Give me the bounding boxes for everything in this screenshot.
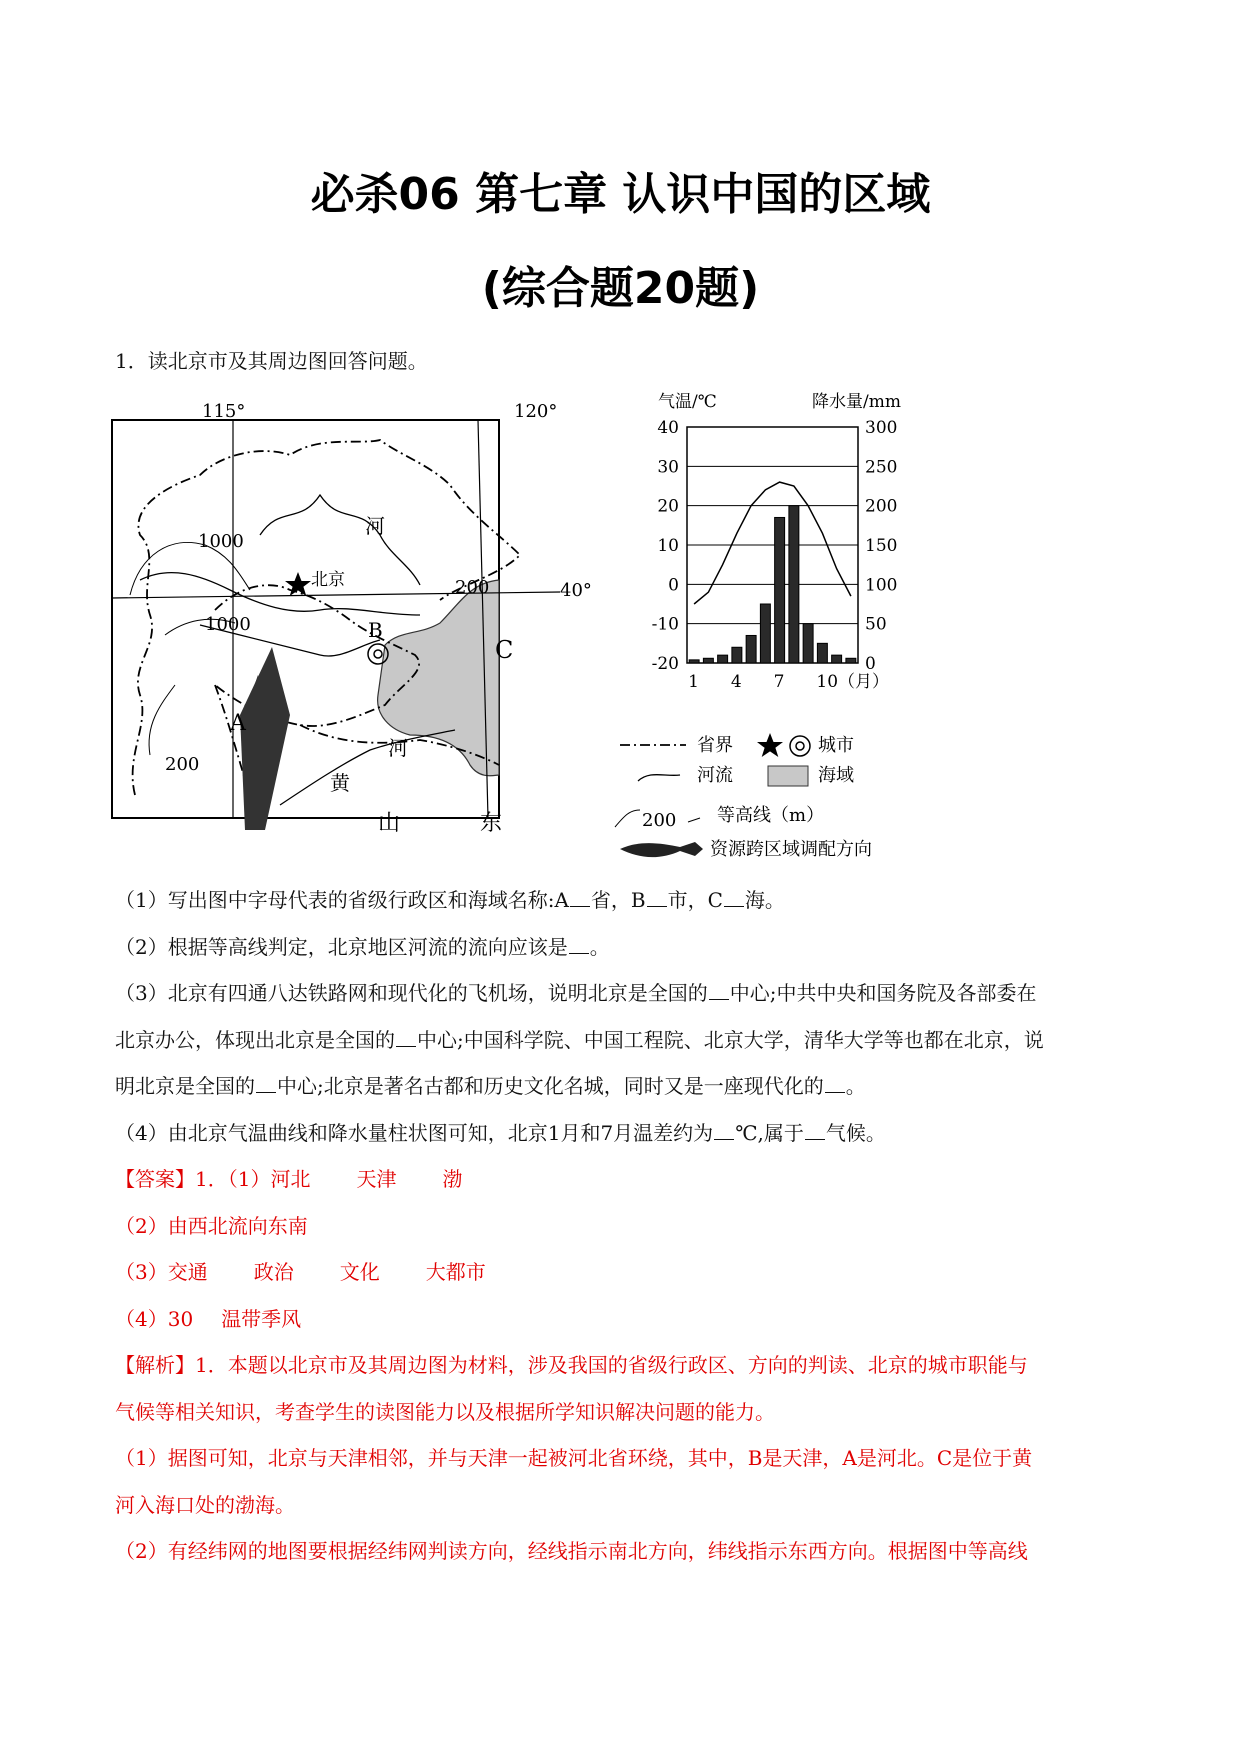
precip-tick-label: 100 — [865, 575, 898, 596]
precip-bar — [803, 624, 813, 663]
precip-bar — [703, 658, 713, 663]
legend-sea-swatch — [768, 766, 808, 786]
page-title: 必杀06 第七章 认识中国的区域 — [310, 169, 931, 220]
precip-bar — [775, 517, 785, 663]
map-label-huang: 黄 — [330, 771, 350, 795]
month-tick-label: 1 — [688, 672, 699, 692]
answer-line-1: 【答案】1．（1）河北 天津 渤 — [115, 1167, 463, 1191]
month-tick-label: 10（月） — [816, 672, 890, 692]
legend-transfer-arrow-icon — [620, 842, 703, 857]
page-subtitle: (综合题20题) — [481, 263, 760, 314]
beijing-map-figure — [0, 385, 1241, 865]
temp-tick-label: -20 — [651, 654, 679, 674]
legend-river: 河流 — [697, 765, 733, 786]
precip-tick-label: 250 — [865, 457, 898, 478]
q1-part-1: （1）写出图中字母代表的省级行政区和海域名称:A 省，B 市，C 海。 — [115, 888, 785, 912]
beijing-region-map — [112, 401, 592, 836]
month-tick-label: 4 — [730, 672, 742, 692]
contour-200-label-a: 200 — [455, 577, 490, 598]
answer-line-3: （3）交通 政治 文化 大都市 — [115, 1260, 486, 1284]
lat-40-label: 40° — [560, 580, 592, 601]
map-label-a: A — [230, 711, 246, 736]
map-label-c: C — [495, 636, 514, 664]
map-label-beijing: 北京 — [311, 570, 345, 590]
temp-tick-label: -10 — [651, 614, 679, 635]
map-label-he-bottom: 河 — [388, 736, 408, 760]
analysis-line-4: 河入海口处的渤海。 — [115, 1493, 295, 1517]
q1-part-3-line1: （3）北京有四通八达铁路网和现代化的飞机场，说明北京是全国的 中心;中共中央和国务院及各部委在 — [115, 981, 1037, 1005]
legend-city: 城市 — [818, 735, 854, 756]
contour-1000-label-b: 1000 — [205, 614, 251, 635]
q1-part-4: （4）由北京气温曲线和降水量柱状图可知，北京1月和7月温差约为 ℃,属于 气候。 — [115, 1121, 886, 1145]
precip-tick-label: 50 — [865, 614, 887, 635]
q1-part-2: （2）根据等高线判定，北京地区河流的流向应该是 。 — [115, 935, 610, 959]
analysis-line-3: （1）据图可知，北京与天津相邻，并与天津一起被河北省环绕，其中，B是天津，A是河北。C是位于黄 — [115, 1446, 1033, 1470]
precip-tick-label: 300 — [865, 418, 898, 438]
precip-axis-label: 降水量/mm — [812, 392, 901, 412]
precip-bar — [760, 604, 770, 663]
analysis-line-1: 【解析】1．本题以北京市及其周边图为材料，涉及我国的省级行政区、方向的判读、北京的城市职能与 — [115, 1353, 1028, 1377]
temp-tick-label: 20 — [657, 496, 679, 517]
month-tick-label: 7 — [773, 672, 785, 692]
map-legend — [615, 733, 872, 860]
map-label-shan: 山 — [378, 811, 401, 836]
legend-star-icon — [757, 733, 783, 757]
legend-contour-value: 200 — [642, 810, 677, 831]
temp-axis-label: 气温/℃ — [658, 392, 717, 412]
precip-bar — [846, 658, 856, 663]
precip-tick-label: 150 — [865, 536, 898, 556]
climate-chart — [652, 392, 901, 692]
precip-bar — [718, 655, 728, 663]
precip-bar — [732, 647, 742, 663]
precip-bar — [689, 660, 699, 663]
temp-tick-label: 0 — [668, 575, 679, 596]
legend-province-boundary: 省界 — [697, 735, 733, 756]
precip-bar — [817, 643, 827, 663]
map-label-b: B — [368, 618, 383, 642]
precip-bar — [789, 506, 799, 663]
lon-115-label: 115° — [202, 401, 246, 422]
answer-line-4: （4）30 温带季风 — [115, 1307, 302, 1331]
question-1-prompt: 1．读北京市及其周边图回答问题。 — [115, 349, 428, 373]
legend-contour: 等高线（m） — [717, 805, 825, 826]
beijing-star-icon — [285, 572, 311, 596]
precip-bar — [746, 635, 756, 663]
precip-tick-label: 0 — [865, 654, 876, 674]
contour-200-label-b: 200 — [165, 754, 200, 775]
precip-tick-label: 200 — [865, 496, 898, 517]
q1-part-3-line3: 明北京是全国的 中心;北京是著名古都和历史文化名城，同时又是一座现代化的 。 — [115, 1074, 866, 1098]
lon-120-label: 120° — [514, 401, 558, 422]
map-label-dong: 东 — [480, 811, 503, 836]
legend-sea: 海域 — [818, 765, 854, 786]
precip-bar — [832, 655, 842, 663]
temperature-line — [694, 482, 851, 604]
legend-city-circle-icon — [790, 736, 810, 756]
analysis-line-5: （2）有经纬网的地图要根据经纬网判读方向，经线指示南北方向，纬线指示东西方向。根据图中等高线 — [115, 1539, 1028, 1563]
temp-tick-label: 10 — [657, 536, 679, 556]
temp-tick-label: 40 — [657, 418, 679, 438]
analysis-line-2: 气候等相关知识，考查学生的读图能力以及根据所学知识解决问题的能力。 — [115, 1400, 775, 1424]
q1-part-3-line2: 北京办公，体现出北京是全国的 中心;中国科学院、中国工程院、北京大学，清华大学等也都在北京，说 — [115, 1028, 1044, 1052]
temp-tick-label: 30 — [657, 457, 679, 478]
legend-transfer: 资源跨区域调配方向 — [710, 839, 872, 860]
contour-1000-label-a: 1000 — [198, 531, 244, 552]
answer-line-2: （2）由西北流向东南 — [115, 1214, 308, 1238]
map-label-he-top: 河 — [365, 514, 385, 538]
